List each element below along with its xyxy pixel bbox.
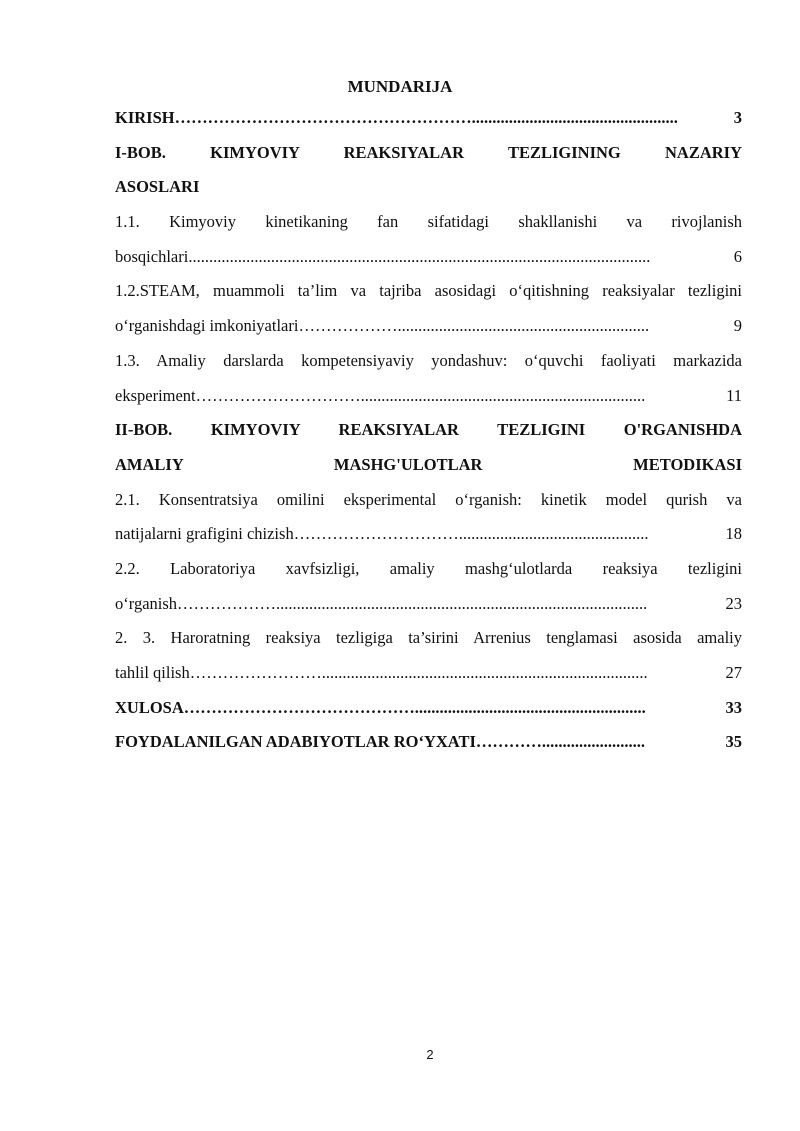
toc-section-1-2[interactable]: 1.2.STEAM, muammoli ta’lim va tajriba asosidagi o‘qitishning reaksiyalar tezligini [115, 281, 742, 301]
toc-entry-text: bosqichlari [115, 246, 189, 266]
table-of-contents [115, 107, 742, 766]
toc-chapter-1-heading[interactable]: I-BOB. KIMYOVIY REAKSIYALAR TEZLIGINING NAZARIY [115, 142, 742, 162]
toc-page-number: 9 [733, 316, 742, 336]
toc-leader-dots: ………………............................................................. [298, 316, 650, 336]
toc-section-2-1-cont[interactable] [115, 523, 742, 545]
toc-page-number: 18 [725, 524, 742, 544]
toc-section-2-2-cont[interactable] [115, 593, 742, 615]
toc-leader-dots: …………………………..................................................................... [195, 385, 646, 405]
toc-page-number: 3 [733, 108, 742, 127]
toc-entry-text: tahlil qilish [115, 663, 190, 682]
toc-page-number: 23 [725, 593, 742, 613]
toc-entry-text: o‘rganish [115, 593, 178, 613]
page-title: MUNDARIJA [347, 77, 453, 96]
toc-entry-text: XULOSA [115, 697, 184, 717]
toc-section-2-2[interactable]: 2.2. Laboratoriya xavfsizligi, amaliy mashg‘ulotlarda reaksiya tezligini [115, 558, 742, 578]
toc-section-1-1[interactable]: 1.1. Kimyoviy kinetikaning fan sifatidagi shakllanishi va rivojlanish [115, 212, 742, 232]
toc-chapter-2-heading-cont[interactable]: AMALIY MASHG'ULOTLAR METODIKASI [115, 454, 742, 474]
toc-page-number: 27 [725, 663, 742, 682]
toc-page-number: 6 [733, 246, 742, 266]
toc-section-2-1[interactable]: 2.1. Konsentratsiya omilini eksperimental o‘rganish: kinetik model qurish va [115, 489, 742, 509]
toc-leader-dots: ................................................................................................................ [188, 246, 651, 266]
toc-section-1-2-cont[interactable] [115, 315, 742, 337]
toc-section-2-3[interactable]: 2. 3. Haroratning reaksiya tezligiga ta’sirini Arrenius tenglamasi asosida amaliy [115, 628, 742, 648]
toc-section-1-1-cont[interactable] [115, 246, 742, 268]
toc-entry-text: eksperiment [115, 385, 196, 405]
toc-page-number: 35 [725, 732, 742, 752]
toc-entry-text: FOYDALANILGAN ADABIYOTLAR RO‘YXATI [115, 732, 476, 752]
page-number: 2 [426, 1047, 434, 1062]
toc-page-number: 11 [726, 385, 742, 405]
toc-leader-dots: ……………….......................................................................................... [177, 593, 648, 613]
toc-leader-dots: …………......................... [475, 732, 646, 752]
toc-section-2-3-cont[interactable] [115, 662, 742, 684]
toc-entry-text: o‘rganishdagi imkoniyatlari [115, 316, 299, 336]
toc-leader-dots: ……………………………………………….................................................. [174, 108, 678, 127]
toc-chapter-1-heading-cont[interactable]: ASOSLARI [115, 177, 200, 197]
toc-page-number: 33 [725, 697, 742, 717]
toc-entry-text: KIRISH [115, 108, 175, 127]
toc-entry-foydalanilgan-adabiyotlar[interactable] [115, 731, 742, 753]
toc-leader-dots: ……………………………………........................................................ [183, 697, 646, 717]
toc-entry-text: natijalarni grafigini chizish [115, 524, 294, 544]
toc-leader-dots: ……………………............................................................................... [189, 663, 648, 682]
toc-section-1-3[interactable]: 1.3. Amaliy darslarda kompetensiyaviy yondashuv: o‘quvchi faoliyati markazida [115, 350, 742, 370]
toc-entry-xulosa[interactable] [115, 697, 742, 719]
toc-leader-dots: ………………………….............................................. [293, 524, 649, 544]
toc-section-1-3-cont[interactable] [115, 385, 742, 407]
toc-entry-kirish[interactable] [115, 107, 742, 129]
toc-chapter-2-heading[interactable]: II-BOB. KIMYOVIY REAKSIYALAR TEZLIGINI O'RGANISHDA [115, 420, 742, 440]
